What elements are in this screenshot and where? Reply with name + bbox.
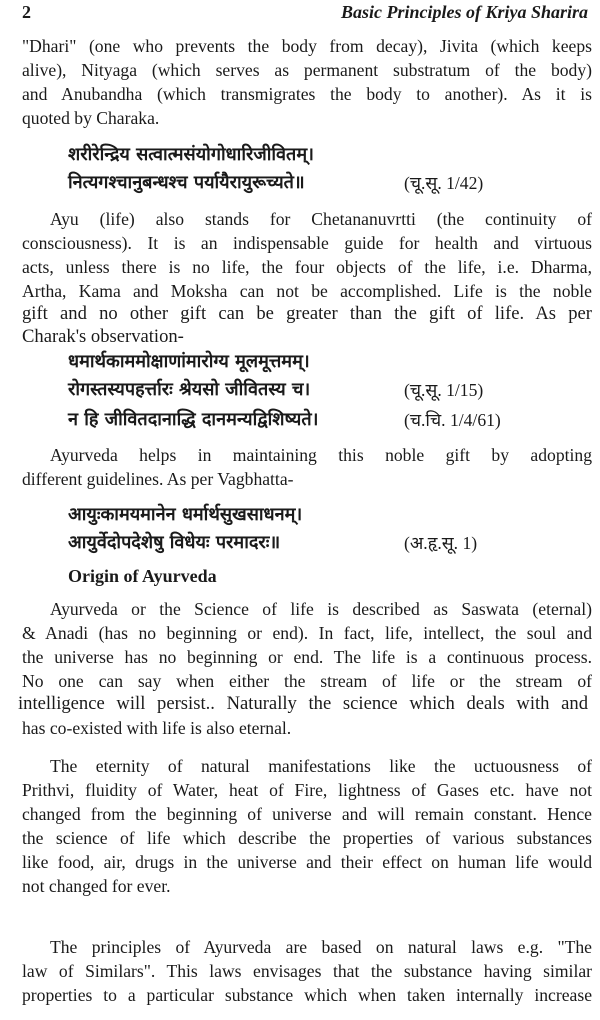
sanskrit-line: न हि जीवितदानाद्धि दानमन्यद्विशिष्यते। (68, 409, 319, 430)
text-line: like food, air, drugs in the universe and their effect on human life would (22, 852, 592, 872)
text-line: Artha, Kama and Moksha can not be accomplished. Life is the noble (22, 281, 592, 301)
text-line: "Dhari" (one who prevents the body from decay), Jivita (which keeps (22, 36, 592, 56)
verse-reference: (चू.सू. 1/15) (404, 380, 484, 400)
sanskrit-line: नित्यगश्चानुबन्धश्च पर्यायैरायुरूच्यते॥ (68, 172, 305, 193)
text-line: quoted by Charaka. (22, 108, 160, 128)
text-line: different guidelines. As per Vagbhatta- (22, 469, 294, 489)
sanskrit-line: आयुर्वेदोपदेशेषु विधेयः परमादरः॥ (68, 532, 281, 553)
text-line: acts, unless there is no life, the four objects of the life, i.e. Dharma, (22, 257, 592, 277)
text-line: Charak's observation- (22, 326, 184, 347)
running-title: Basic Principles of Kriya Sharira (340, 2, 588, 22)
text-line: alive), Nityaga (which serves as permanent substratum of the body) (22, 60, 592, 80)
text-line: changed from the beginning of universe and will remain constant. Hence (22, 804, 592, 824)
text-line: law of Similars". This laws envisages that the substance having similar (22, 961, 592, 981)
text-line: The principles of Ayurveda are based on natural laws e.g. "The (50, 937, 592, 957)
sanskrit-line: शरीरेन्द्रिय सत्वात्मसंयोगोधारिजीवितम्। (68, 144, 314, 165)
text-line: the universe has no beginning or end. The life is a continuous process. (22, 647, 592, 667)
text-line: and Anubandha (which transmigrates the body to another). As it is (22, 84, 592, 104)
verse-reference: (अ.हृ.सू. 1) (404, 533, 478, 553)
text-line: the science of life which describe the properties of various substances (22, 828, 592, 848)
text-line: properties to a particular substance which when taken internally increase (22, 985, 592, 1005)
text-line: has co-existed with life is also eternal. (22, 718, 292, 738)
section-heading: Origin of Ayurveda (68, 566, 217, 586)
text-line: consciousness). It is an indispensable guide for health and virtuous (22, 233, 592, 253)
page-number: 2 (22, 2, 31, 22)
text-line: not changed for ever. (22, 876, 171, 896)
text-line: Prithvi, fluidity of Water, heat of Fire, lightness of Gases etc. have not (22, 780, 592, 800)
text-line: & Anadi (has no beginning or end). In fact, life, intellect, the soul and (22, 623, 592, 643)
text-line: Ayurveda helps in maintaining this noble gift by adopting (50, 445, 592, 465)
text-line: intelligence will persist.. Naturally the science which deals with and (18, 693, 588, 714)
sanskrit-line: आयुःकामयमानेन धर्मार्थसुखसाधनम्। (68, 504, 303, 525)
text-line: Ayu (life) also stands for Chetananuvrtti (the continuity of (50, 209, 592, 229)
verse-reference: (चू.सू. 1/42) (404, 173, 484, 193)
sanskrit-line: धमार्थकाममोक्षाणांमारोग्य मूलमूत्तमम्। (68, 351, 310, 372)
text-line: No one can say when either the stream of life or the stream of (22, 671, 592, 691)
text-line: The eternity of natural manifestations like the uctuousness of (50, 756, 592, 776)
text-line: Ayurveda or the Science of life is described as Saswata (eternal) (50, 599, 592, 619)
text-line: gift and no other gift can be greater than the gift of life. As per (22, 303, 592, 324)
sanskrit-line: रोगस्तस्यपहर्त्तारः श्रेयसो जीवितस्य च। (68, 379, 311, 400)
verse-reference: (च.चि. 1/4/61) (404, 410, 501, 430)
